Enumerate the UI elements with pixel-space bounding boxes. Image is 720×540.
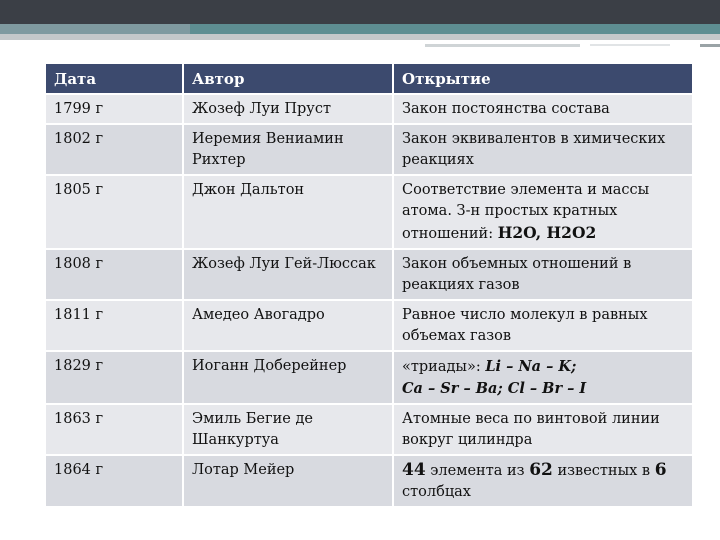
number-text: 44 (402, 460, 426, 480)
number-text: 62 (529, 460, 553, 480)
cell-discovery: Закон объемных отношений в реакциях газов (393, 249, 693, 300)
cell-discovery: Равное число молекул в равных объемах газов (393, 300, 693, 351)
cell-author: Эмиль Бегие де Шанкуртуа (183, 404, 393, 455)
discovery-text: Соответствие элемента и массы атома. З-н простых кратных отношений: (402, 182, 650, 242)
cell-author: Жозеф Луи Пруст (183, 94, 393, 124)
number-text: 6 (654, 460, 667, 480)
cell-author: Иеремия Вениамин Рихтер (183, 124, 393, 175)
decor-line (425, 44, 580, 47)
table-row (45, 351, 693, 404)
discovery-text: столбцах (402, 484, 471, 500)
cell-date: 1864 г (45, 455, 183, 507)
accent-band (190, 24, 720, 34)
column-header-date: Дата (45, 63, 183, 94)
accent-band-left (0, 24, 190, 34)
table-row (45, 455, 693, 507)
cell-date: 1802 г (45, 124, 183, 175)
divider-band (0, 34, 720, 40)
cell-discovery: Закон эквивалентов в химических реакциях (393, 124, 693, 175)
table-row (45, 124, 693, 175)
discovery-text: «триады»: (402, 359, 486, 375)
cell-author: Жозеф Луи Гей-Люссак (183, 249, 393, 300)
table-row (45, 300, 693, 351)
decor-line (590, 44, 670, 46)
cell-author: Амедео Авогадро (183, 300, 393, 351)
column-header-discovery: Открытие (393, 63, 693, 94)
cell-date: 1863 г (45, 404, 183, 455)
triad-line-1: Li – Na – K; (485, 358, 577, 375)
table-row (45, 404, 693, 455)
cell-date: 1805 г (45, 175, 183, 249)
formula-text: H2O, H2O2 (497, 223, 597, 242)
cell-author: Иоганн Доберейнер (183, 351, 393, 404)
discovery-text: элемента из (425, 463, 530, 479)
table-header-row (45, 63, 693, 94)
cell-author: Лотар Мейер (183, 455, 393, 507)
cell-discovery (393, 175, 693, 249)
table-row (45, 175, 693, 249)
cell-date: 1811 г (45, 300, 183, 351)
triad-line-2: Ca – Sr – Ba; Cl – Br – I (402, 380, 587, 397)
cell-discovery (393, 351, 693, 404)
cell-date: 1808 г (45, 249, 183, 300)
top-band (0, 0, 720, 24)
discovery-text: известных в (552, 463, 655, 479)
discoveries-table (44, 62, 694, 508)
column-header-author: Автор (183, 63, 393, 94)
table-row (45, 249, 693, 300)
cell-discovery: Атомные веса по винтовой линии вокруг цилиндра (393, 404, 693, 455)
table-row (45, 94, 693, 124)
cell-discovery (393, 455, 693, 507)
decor-line (700, 44, 720, 47)
cell-author: Джон Дальтон (183, 175, 393, 249)
cell-date: 1829 г (45, 351, 183, 404)
cell-date: 1799 г (45, 94, 183, 124)
cell-discovery: Закон постоянства состава (393, 94, 693, 124)
